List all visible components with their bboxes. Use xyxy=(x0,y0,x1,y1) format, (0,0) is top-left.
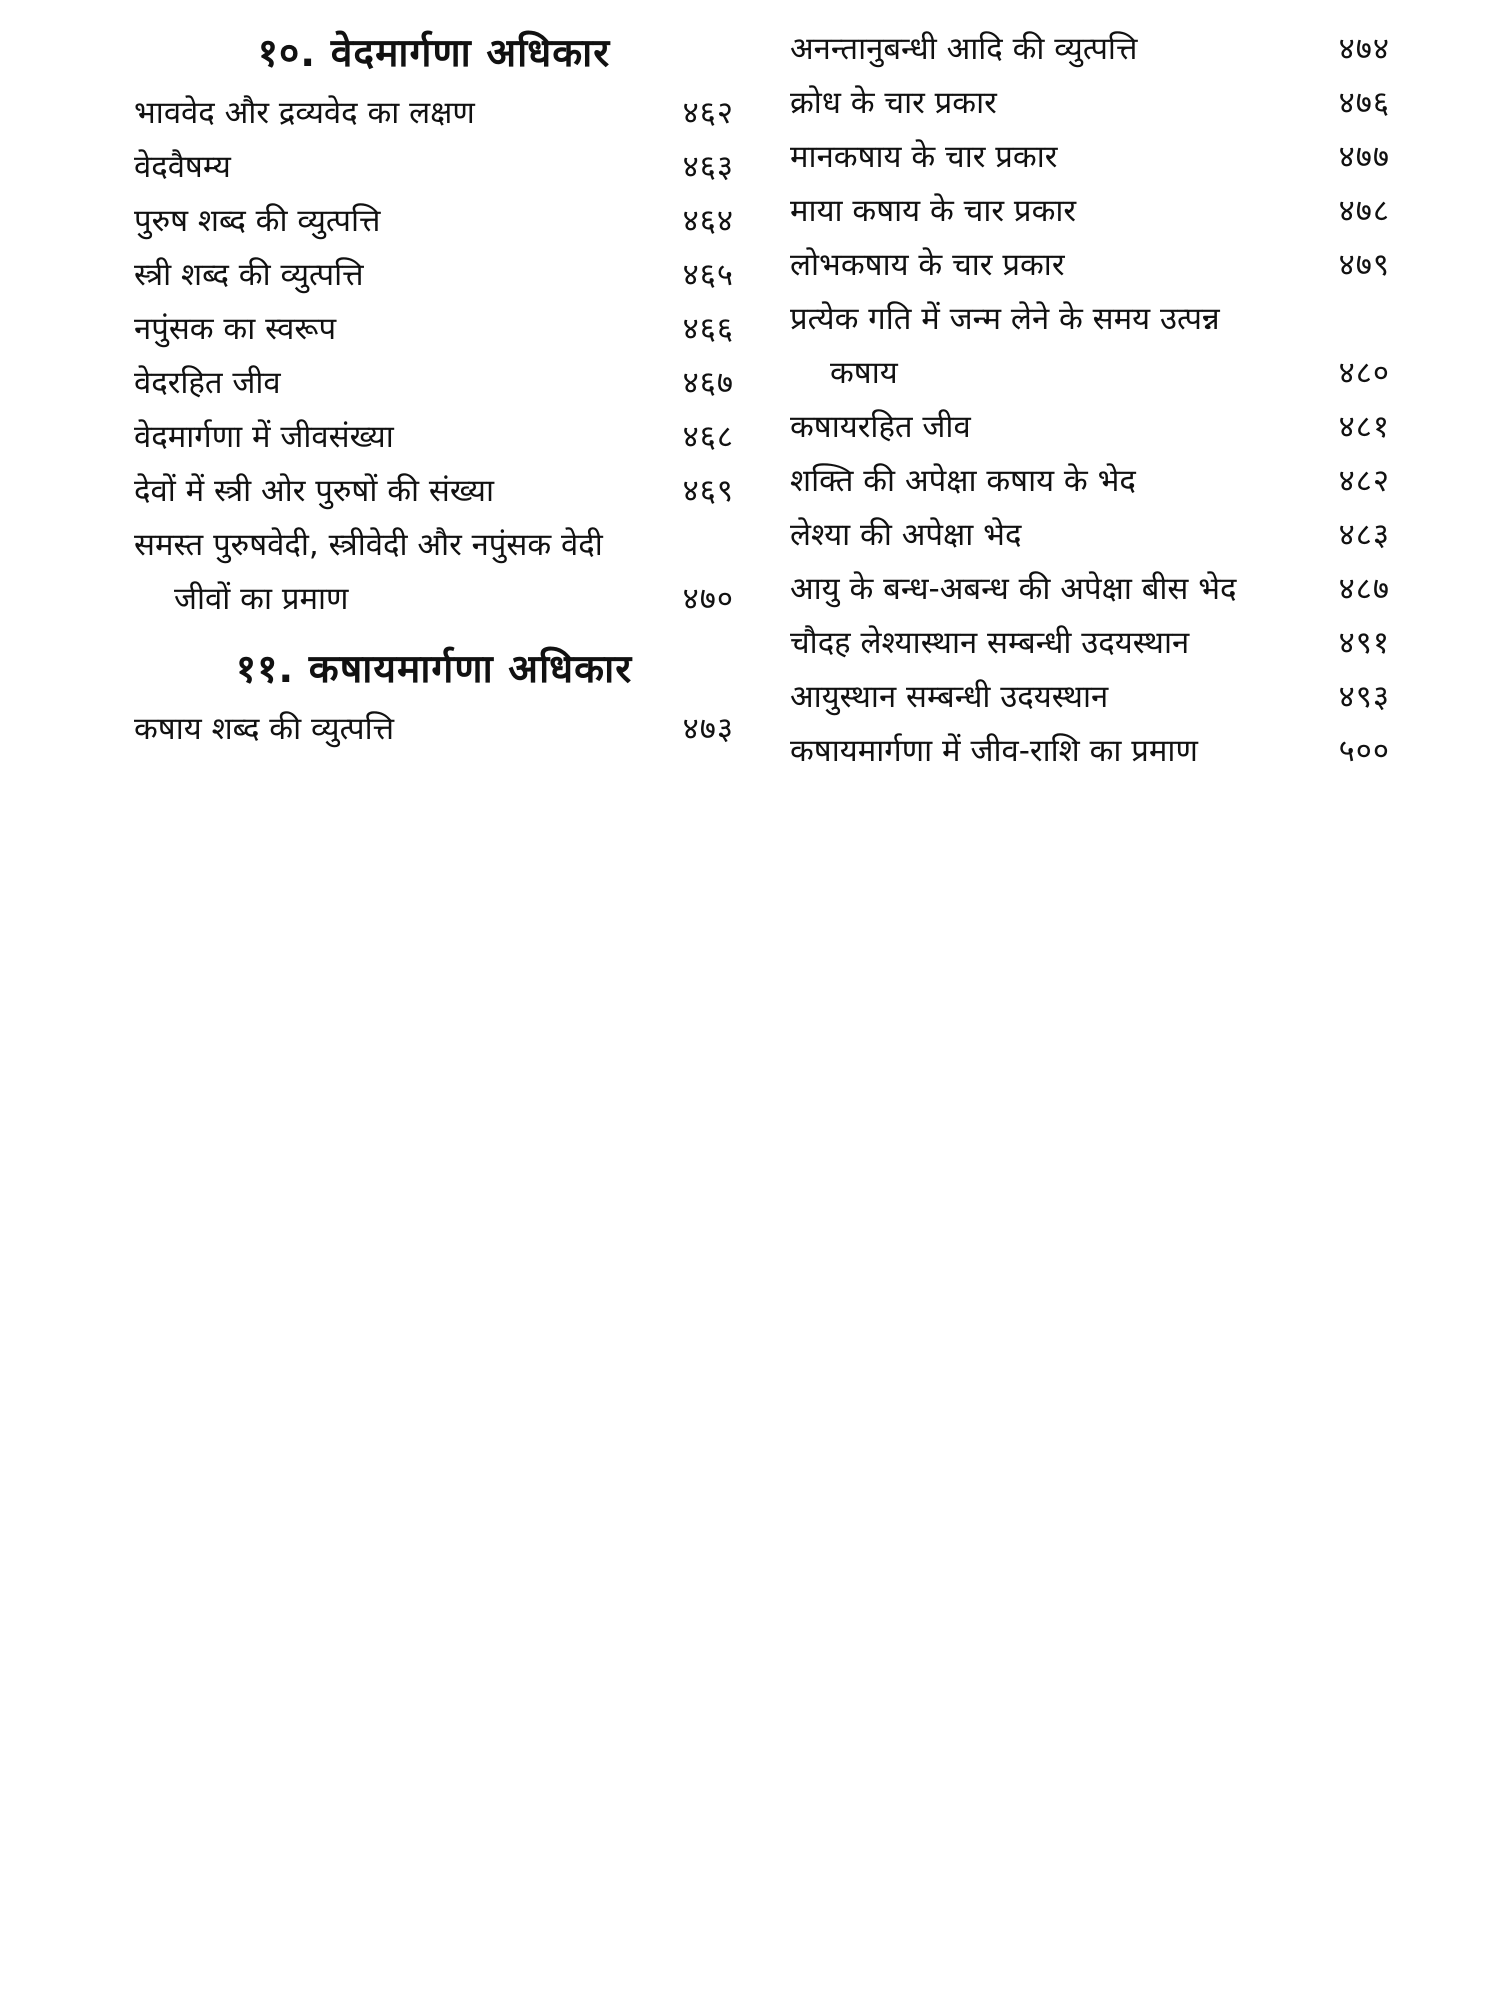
toc-entry-title-line1: प्रत्येक गति में जन्म लेने के समय उत्पन्न xyxy=(790,301,1220,337)
toc-entry-title: लेश्या की अपेक्षा भेद xyxy=(790,517,1022,553)
toc-entry-page: ४७९ xyxy=(1338,247,1390,283)
toc-entry xyxy=(134,140,734,194)
toc-entry-title-line1: समस्त पुरुषवेदी, स्त्रीवेदी और नपुंसक वेदी xyxy=(134,527,603,563)
toc-entry-page: ४८७ xyxy=(1338,571,1390,607)
toc-entry-title: अनन्तानुबन्धी आदि की व्युत्पत्ति xyxy=(790,31,1138,67)
toc-entry-page: ४६८ xyxy=(682,419,734,455)
toc-entry-title: वेदवैषम्य xyxy=(134,149,231,185)
toc-entry-title: चौदह लेश्यास्थान सम्बन्धी उदयस्थान xyxy=(790,625,1190,661)
toc-entry-page: ४८२ xyxy=(1338,463,1390,499)
toc-entry xyxy=(790,76,1390,130)
toc-entry xyxy=(790,130,1390,184)
toc-entry-title xyxy=(134,518,734,626)
toc-entry-page: ४६३ xyxy=(682,149,734,185)
toc-entry-page: ४७४ xyxy=(1338,31,1390,67)
toc-entry xyxy=(134,302,734,356)
toc-entry xyxy=(790,562,1390,616)
toc-entry-page: ४७३ xyxy=(682,711,734,747)
toc-entry xyxy=(134,194,734,248)
section-heading-vedamargana: १०. वेदमार्गणा अधिकार xyxy=(257,31,611,76)
toc-entry xyxy=(790,724,1390,778)
toc-entry-page: ४६९ xyxy=(682,473,734,509)
toc-entry-title: पुरुष शब्द की व्युत्पत्ति xyxy=(134,203,381,239)
toc-entry xyxy=(790,184,1390,238)
toc-entry xyxy=(790,400,1390,454)
toc-entry-title: नपुंसक का स्वरूप xyxy=(134,311,337,347)
toc-entry-page: ४८१ xyxy=(1338,409,1390,445)
toc-entry xyxy=(134,86,734,140)
section-heading-kashayamargana: ११. कषायमार्गणा अधिकार xyxy=(235,647,633,692)
toc-entry-title: वेदमार्गणा में जीवसंख्या xyxy=(134,419,394,455)
toc-entry-title: स्त्री शब्द की व्युत्पत्ति xyxy=(134,257,364,293)
toc-entry-title: क्रोध के चार प्रकार xyxy=(790,85,997,121)
toc-entry-page: ४९१ xyxy=(1338,625,1390,661)
toc-entry xyxy=(134,248,734,302)
toc-entry-page: ४६२ xyxy=(682,95,734,131)
toc-entry-title: देवों में स्त्री ओर पुरुषों की संख्या xyxy=(134,473,495,509)
toc-entry-title: मानकषाय के चार प्रकार xyxy=(790,139,1058,175)
toc-entry-page: ४८३ xyxy=(1338,517,1390,553)
toc-entry xyxy=(790,22,1390,76)
left-column xyxy=(134,22,734,756)
toc-entry-title-line2: कषाय xyxy=(830,355,898,391)
toc-entry-title-line2: जीवों का प्रमाण xyxy=(174,581,349,617)
toc-entry-title: भाववेद और द्रव्यवेद का लक्षण xyxy=(134,95,475,131)
toc-entry xyxy=(790,454,1390,508)
toc-entry xyxy=(790,508,1390,562)
toc-entry-title: आयुस्थान सम्बन्धी उदयस्थान xyxy=(790,679,1109,715)
toc-entry xyxy=(134,464,734,518)
toc-entry xyxy=(790,616,1390,670)
toc-entry xyxy=(134,518,734,626)
toc-entry-title: माया कषाय के चार प्रकार xyxy=(790,193,1077,229)
toc-entry-page: ४७० xyxy=(682,581,734,617)
toc-entry-page: ४९३ xyxy=(1338,679,1390,715)
toc-entry-page: ४७८ xyxy=(1338,193,1390,229)
toc-entry-page: ४७७ xyxy=(1338,139,1390,175)
toc-entry-page: ४७६ xyxy=(1338,85,1390,121)
toc-entry-page: ४६५ xyxy=(682,257,734,293)
toc-entry-page: ४८० xyxy=(1338,355,1390,391)
right-column xyxy=(790,22,1390,778)
toc-entry-page: ४६४ xyxy=(682,203,734,239)
toc-entry xyxy=(134,702,734,756)
toc-entry xyxy=(790,238,1390,292)
toc-entry-title: कषायरहित जीव xyxy=(790,409,971,445)
toc-entry-page: ४६६ xyxy=(682,311,734,347)
toc-entry-title xyxy=(790,292,1390,400)
toc-entry xyxy=(134,410,734,464)
toc-entry xyxy=(134,356,734,410)
toc-entry-page: ५०० xyxy=(1338,733,1390,769)
toc-entry-title: कषायमार्गणा में जीव-राशि का प्रमाण xyxy=(790,733,1198,769)
toc-entry-title: लोभकषाय के चार प्रकार xyxy=(790,247,1065,283)
toc-entry xyxy=(790,670,1390,724)
toc-entry-title: वेदरहित जीव xyxy=(134,365,281,401)
toc-entry-page: ४६७ xyxy=(682,365,734,401)
toc-entry xyxy=(790,292,1390,400)
toc-entry-title: शक्ति की अपेक्षा कषाय के भेद xyxy=(790,463,1136,499)
toc-entry-title: कषाय शब्द की व्युत्पत्ति xyxy=(134,711,395,747)
toc-entry-title: आयु के बन्ध-अबन्ध की अपेक्षा बीस भेद xyxy=(790,571,1237,607)
